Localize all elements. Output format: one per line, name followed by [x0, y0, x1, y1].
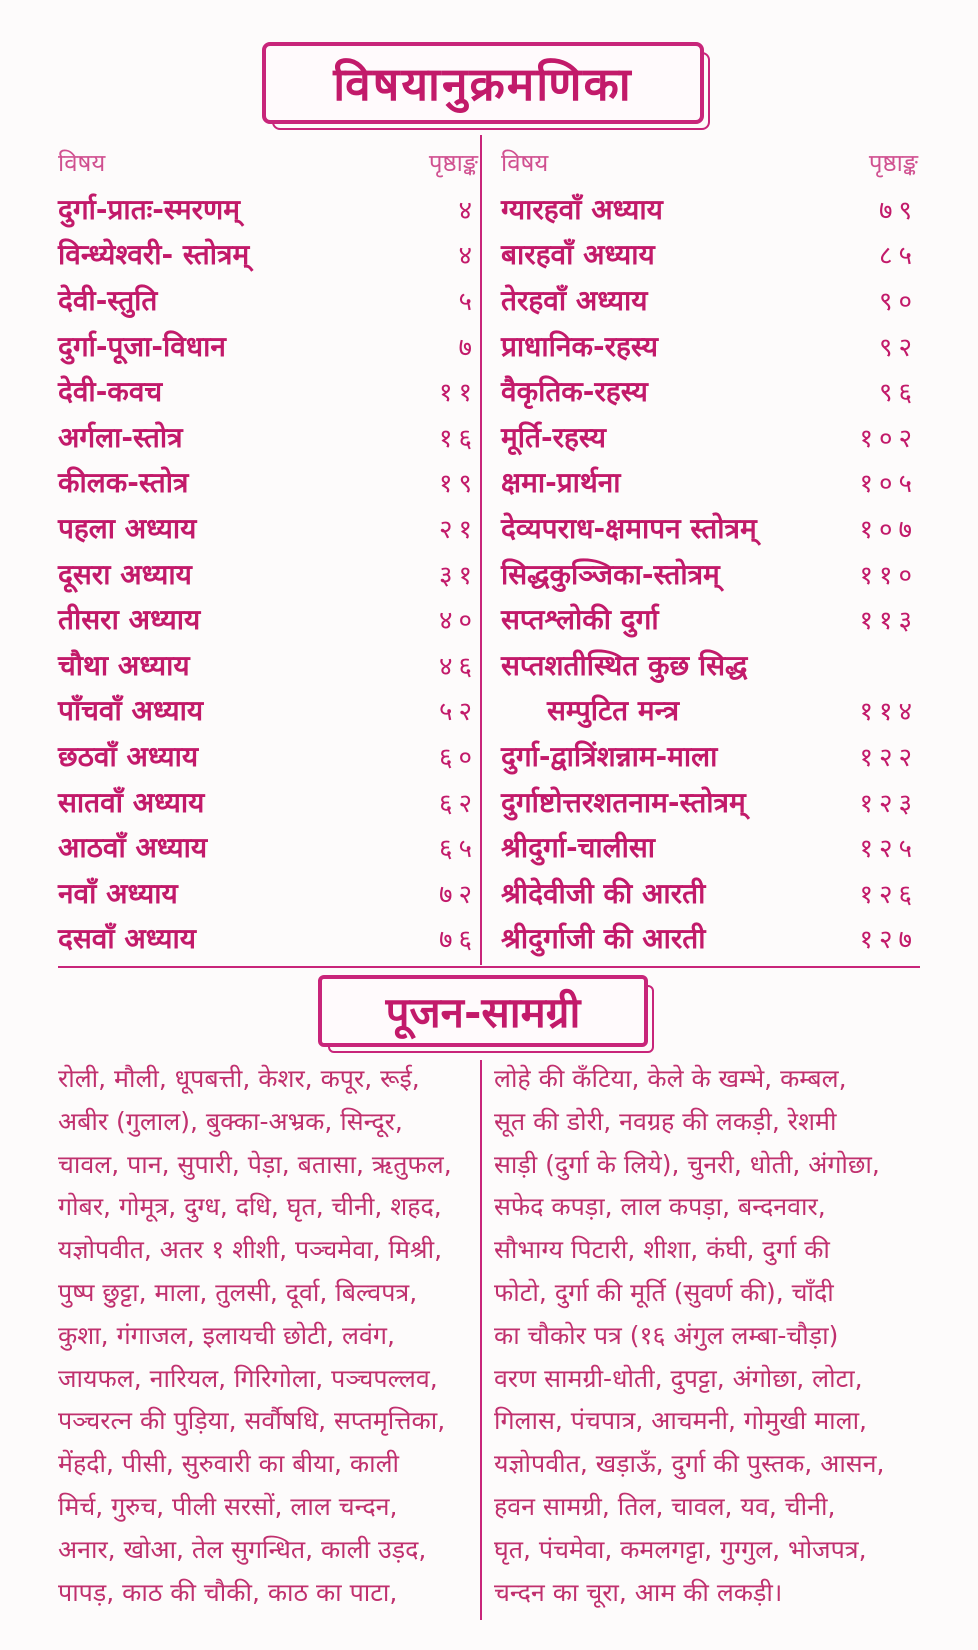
toc-entry [501, 232, 918, 278]
toc-entry-name: दुर्गा-पूजा-विधान [58, 329, 226, 363]
toc-entry [58, 505, 478, 551]
toc-entry-name: सम्पुटित मन्त्र [547, 694, 680, 728]
toc-entry-name: ग्यारहवाँ अध्याय [501, 192, 663, 226]
samagri-left-column [58, 1058, 478, 1614]
toc-entry [58, 232, 478, 278]
toc-entry-name: तेरहवाँ अध्याय [501, 283, 648, 317]
toc-entry [58, 824, 478, 870]
samagri-line: घृत, पंचमेवा, कमलगट्टा, गुग्गुल, भोजपत्र, [494, 1534, 867, 1564]
toc-entry [58, 688, 478, 734]
toc-entry-name: देवी-स्तुति [58, 283, 158, 317]
toc-entry-page: ४६ [438, 651, 478, 682]
toc-entry-name: पहला अध्याय [58, 511, 197, 545]
subject-header: विषय [501, 149, 549, 177]
toc-entry [501, 733, 918, 779]
toc-entry [501, 277, 918, 323]
samagri-line: पापड़, काठ की चौकी, काठ का पाटा, [58, 1577, 398, 1607]
toc-entry [501, 824, 918, 870]
toc-entry-page: ८५ [878, 241, 918, 272]
toc-entry [501, 870, 918, 916]
toc-entry [501, 186, 918, 232]
toc-entry [501, 779, 918, 825]
samagri-right-column [494, 1058, 920, 1614]
table-of-contents [58, 140, 918, 960]
toc-entry-name: सप्तशतीस्थित कुछ सिद्ध [501, 648, 748, 682]
toc-right-header [501, 140, 918, 186]
toc-entry-page: ३१ [438, 560, 478, 591]
samagri-line: पञ्चरत्न की पुड़िया, सर्वौषधि, सप्तमृत्तिका, [58, 1406, 446, 1436]
samagri-line: लोहे की कँटिया, केले के खम्भे, कम्बल, [494, 1064, 847, 1093]
toc-entry-name: सप्तश्लोकी दुर्गा [501, 603, 659, 637]
toc-entry [58, 368, 478, 414]
samagri-line: वरण सामग्री-धोती, दुपट्टा, अंगोछा, लोटा, [494, 1363, 863, 1393]
toc-entry [501, 688, 918, 734]
toc-entry-page: ७६ [438, 925, 478, 956]
toc-left-column [58, 140, 478, 961]
toc-entry-page: ६० [438, 742, 478, 773]
samagri-line: का चौकोर पत्र (१६ अंगुल लम्बा-चौड़ा) [494, 1320, 839, 1350]
samagri-line: हवन सामग्री, तिल, चावल, यव, चीनी, [494, 1491, 836, 1521]
toc-entry-name: तीसरा अध्याय [58, 603, 201, 637]
toc-entry [501, 460, 918, 506]
toc-entry-name: श्रीदेवीजी की आरती [501, 876, 706, 910]
toc-entry-page: ४ [458, 241, 478, 272]
toc-entry-name: पाँचवाँ अध्याय [58, 694, 204, 728]
toc-entry-page: १२६ [859, 879, 918, 910]
samagri-title: पूजन-सामग्री [318, 975, 648, 1047]
toc-entry-name: क्षमा-प्रार्थना [501, 466, 621, 500]
page-header: पृष्ठाङ्क [868, 149, 918, 177]
subject-header: विषय [58, 149, 106, 177]
toc-entry-name: आठवाँ अध्याय [58, 831, 208, 865]
toc-right-column [501, 140, 918, 961]
toc-entry [501, 642, 918, 688]
samagri-line: सूत की डोरी, नवग्रह की लकड़ी, रेशमी [494, 1106, 837, 1136]
toc-entry-page: ६५ [438, 834, 478, 865]
samagri-line: चन्दन का चूरा, आम की लकड़ी। [494, 1577, 783, 1607]
samagri-line: सौभाग्य पिटारी, शीशा, कंघी, दुर्गा की [494, 1235, 830, 1265]
toc-entry [58, 551, 478, 597]
toc-entry-name: श्रीदुर्गाजी की आरती [501, 922, 706, 956]
samagri-line: मिर्च, गुरुच, पीली सरसों, लाल चन्दन, [58, 1491, 398, 1521]
toc-entry-name: देव्यपराध-क्षमापन स्तोत्रम् [501, 511, 757, 545]
index-title: विषयानुक्रमणिका [262, 42, 704, 124]
toc-entry-name: देवी-कवच [58, 375, 163, 409]
toc-entry-page: १२५ [859, 834, 918, 865]
toc-entry-page: ६२ [438, 788, 478, 819]
toc-entry-page: १०५ [859, 469, 918, 500]
samagri-list [58, 1058, 920, 1628]
toc-entry-name: मूर्ति-रहस्य [501, 420, 607, 454]
toc-entry-page: ९६ [878, 378, 918, 409]
toc-entry-page: ११ [438, 378, 478, 409]
toc-entry-name: दुर्गा-द्वात्रिंशन्नाम-माला [501, 739, 718, 773]
toc-entry [58, 870, 478, 916]
toc-entry-page: ७२ [438, 879, 478, 910]
samagri-line: सफेद कपड़ा, लाल कपड़ा, बन्दनवार, [494, 1192, 826, 1222]
toc-left-header [58, 140, 478, 186]
toc-entry-name: अर्गला-स्तोत्र [58, 420, 183, 454]
toc-entry-page: १२३ [859, 788, 918, 819]
toc-entry [58, 733, 478, 779]
toc-entry-page: ९० [878, 286, 918, 317]
toc-entry-page: १९ [438, 469, 478, 500]
toc-entry [501, 916, 918, 962]
toc-entry [58, 460, 478, 506]
samagri-line: यज्ञोपवीत, अतर १ शीशी, पञ्चमेवा, मिश्री, [58, 1235, 443, 1265]
toc-entry-name: सिद्धकुञ्जिका-स्तोत्रम् [501, 557, 720, 591]
toc-entry-name: सातवाँ अध्याय [58, 785, 205, 819]
toc-entry-page: १०२ [859, 423, 918, 454]
toc-entry-name: विन्ध्येश्वरी- स्तोत्रम् [58, 238, 250, 272]
toc-entry [58, 414, 478, 460]
samagri-line: कुशा, गंगाजल, इलायची छोटी, लवंग, [58, 1320, 395, 1350]
toc-entry-name: चौथा अध्याय [58, 648, 190, 682]
toc-entry [501, 551, 918, 597]
samagri-line: जायफल, नारियल, गिरिगोला, पञ्चपल्लव, [58, 1363, 438, 1393]
toc-entry-page: ७ [458, 332, 478, 363]
samagri-line: अबीर (गुलाल), बुक्का-अभ्रक, सिन्दूर, [58, 1106, 403, 1136]
toc-entry-page: ५२ [438, 697, 478, 728]
samagri-line: पुष्प छुट्टा, माला, तुलसी, दूर्वा, बिल्वपत्र, [58, 1277, 418, 1307]
samagri-line: फोटो, दुर्गा की मूर्ति (सुवर्ण की), चाँदी [494, 1277, 834, 1307]
toc-entry-page: ४० [438, 606, 478, 637]
samagri-line: रोली, मौली, धूपबत्ती, केशर, कपूर, रूई, [58, 1064, 420, 1093]
toc-entry [58, 323, 478, 369]
toc-entry-name: दसवाँ अध्याय [58, 922, 197, 956]
toc-entry [58, 186, 478, 232]
toc-entry-page: ५ [458, 286, 478, 317]
toc-entry [58, 779, 478, 825]
toc-entry-page: ११० [859, 560, 918, 591]
toc-entry [501, 323, 918, 369]
toc-entry-page: ४ [458, 195, 478, 226]
toc-entry-page: ११४ [859, 697, 918, 728]
toc-entry-page: ११३ [859, 606, 918, 637]
samagri-line: गोबर, गोमूत्र, दुग्ध, दधि, घृत, चीनी, शहद, [58, 1192, 442, 1222]
toc-entry [58, 916, 478, 962]
toc-entry-page: १२७ [859, 925, 918, 956]
toc-entry-name: छठवाँ अध्याय [58, 739, 199, 773]
toc-entry-name: वैकृतिक-रहस्य [501, 375, 648, 409]
toc-entry-name: प्राधानिक-रहस्य [501, 329, 659, 363]
toc-entry-page: १६ [438, 423, 478, 454]
toc-entry-name: दुर्गा-प्रातः-स्मरणम् [58, 192, 241, 226]
toc-entry [501, 596, 918, 642]
toc-entry-page: ७९ [878, 195, 918, 226]
samagri-line: यज्ञोपवीत, खड़ाऊँ, दुर्गा की पुस्तक, आसन, [494, 1449, 885, 1479]
samagri-line: चावल, पान, सुपारी, पेड़ा, बतासा, ऋतुफल, [58, 1149, 452, 1179]
toc-entry-name: दूसरा अध्याय [58, 557, 192, 591]
section-divider [58, 966, 920, 968]
toc-entry-name: कीलक-स्तोत्र [58, 466, 189, 500]
samagri-line: साड़ी (दुर्गा के लिये), चुनरी, धोती, अंगोछा, [494, 1149, 880, 1179]
toc-entry [58, 277, 478, 323]
toc-entry [501, 368, 918, 414]
samagri-line: अनार, खोआ, तेल सुगन्धित, काली उड़द, [58, 1534, 427, 1564]
samagri-line: गिलास, पंचपात्र, आचमनी, गोमुखी माला, [494, 1406, 868, 1436]
toc-entry [501, 505, 918, 551]
toc-entry-name: नवाँ अध्याय [58, 876, 178, 910]
toc-entry [501, 414, 918, 460]
toc-entry [58, 596, 478, 642]
toc-entry-name: दुर्गाष्टोत्तरशतनाम-स्तोत्रम् [501, 785, 746, 819]
toc-entry-name: श्रीदुर्गा-चालीसा [501, 831, 656, 865]
toc-entry-page: २१ [438, 514, 478, 545]
toc-entry-page: ९२ [878, 332, 918, 363]
page-header: पृष्ठाङ्क [428, 149, 478, 177]
samagri-line: मेंहदी, पीसी, सुरुवारी का बीया, काली [58, 1449, 400, 1479]
toc-entry-page: १०७ [859, 514, 918, 545]
toc-entry [58, 642, 478, 688]
toc-entry-name: बारहवाँ अध्याय [501, 238, 655, 272]
toc-entry-page: १२२ [859, 742, 918, 773]
